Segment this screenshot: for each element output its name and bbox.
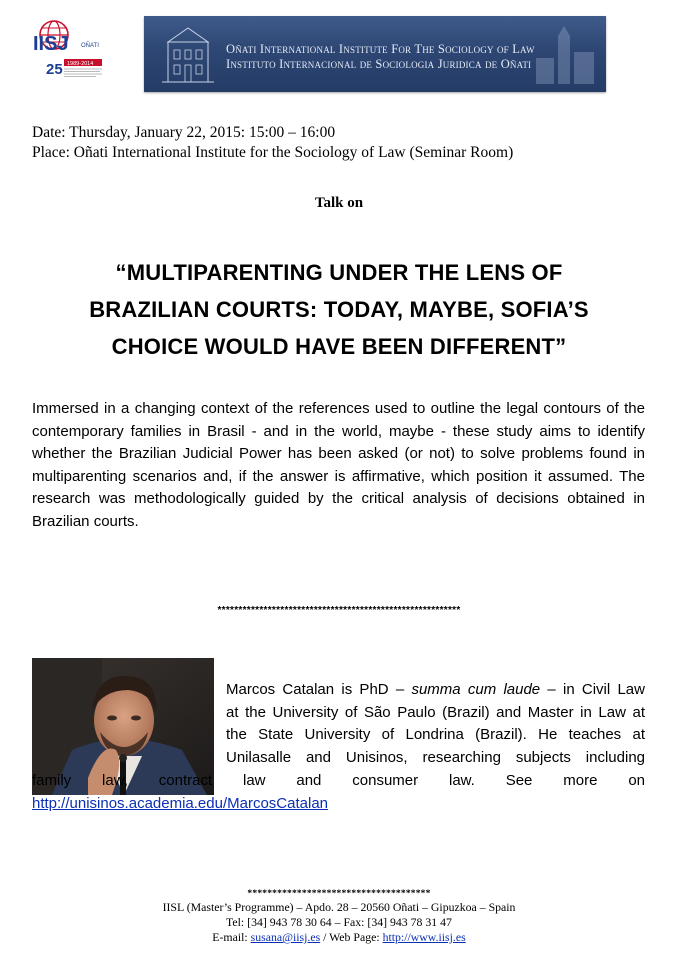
footer — [0, 888, 678, 945]
logo-anniversary: 25 — [46, 61, 63, 78]
abstract-line: multiparenting scenarios and, if the answer is affirmative, which position it assumed. The — [32, 467, 645, 485]
academia-profile-link[interactable]: http://unisinos.academia.edu/MarcosCatalan — [32, 794, 329, 812]
banner-title-english: Oñati International Institute For The Sociology of Law — [226, 42, 535, 56]
logo-text: IISJ — [33, 33, 69, 55]
institute-banner — [144, 16, 606, 92]
email-link[interactable]: susana@iisj.es — [250, 930, 321, 944]
bio-text: Marcos Catalan is PhD – — [226, 681, 412, 698]
speaker-bio — [32, 679, 645, 815]
footer-address: IISL (Master’s Programme) – Apdo. 28 – 20560 Oñati – Gipuzkoa – Spain — [162, 900, 516, 914]
email-label: E-mail: — [212, 930, 251, 944]
talk-on-label: Talk on — [314, 195, 364, 211]
banner-title-spanish: Instituto Internacional de Sociologia Juridica de Oñati — [226, 57, 532, 71]
web-label: / Web Page: — [320, 930, 383, 944]
logo-years: 1989-2014 — [67, 61, 94, 67]
footer-separator-stars: ************************************* — [247, 889, 431, 899]
bio-line: family law, contract law and consumer law. See more on — [32, 771, 645, 789]
bio-line: the State University of Londrina (Brazil). He teaches at — [226, 726, 645, 744]
bio-line — [226, 679, 645, 702]
logo-sub: OÑATI — [81, 43, 99, 49]
abstract-line: Brazilian courts. — [32, 512, 139, 530]
globe-logo-icon — [30, 16, 110, 86]
title-line: “MULTIPARENTING UNDER THE LENS OF — [115, 260, 563, 285]
separator-stars: ********************************************************** — [217, 605, 461, 616]
abstract-line: contemporary families in Brasil - and in the world, maybe - these study aims to identify — [32, 422, 645, 440]
event-place: Place: Oñati International Institute for the Sociology of Law (Seminar Room) — [32, 144, 514, 161]
abstract-paragraph — [32, 398, 645, 534]
bio-link-line — [32, 793, 645, 816]
abstract-line: research was methodologically guided by the critical analysis of decisions obtained in — [32, 490, 645, 508]
footer-phone: Tel: [34] 943 78 30 64 – Fax: [34] 943 78 31 47 — [226, 915, 452, 929]
event-date: Date: Thursday, January 22, 2015: 15:00 – 16:00 — [32, 124, 336, 141]
talk-title — [30, 254, 648, 365]
bio-text: – in Civil Law — [540, 681, 645, 698]
title-line: BRAZILIAN COURTS: TODAY, MAYBE, SOFIA’S — [89, 297, 589, 322]
title-line: CHOICE WOULD HAVE BEEN DIFFERENT” — [111, 334, 567, 359]
footer-contact — [0, 930, 678, 945]
iisj-logo — [30, 16, 110, 86]
decorative-tower-icon — [528, 22, 598, 86]
website-link[interactable]: http://www.iisj.es — [382, 930, 466, 944]
bio-line: Unilasalle and Unisinos, researching subjects including — [226, 749, 645, 767]
building-illustration-icon — [160, 22, 216, 86]
bio-line: at the University of São Paulo (Brazil) and Master in Law at — [226, 703, 645, 721]
abstract-line: Immersed in a changing context of the references used to outline the legal contours of the — [32, 400, 645, 417]
abstract-line: whether the Brazilian Judicial Power has been asked (or not) to solve problems found in — [32, 445, 645, 463]
bio-emphasis: summa cum laude — [411, 681, 541, 698]
